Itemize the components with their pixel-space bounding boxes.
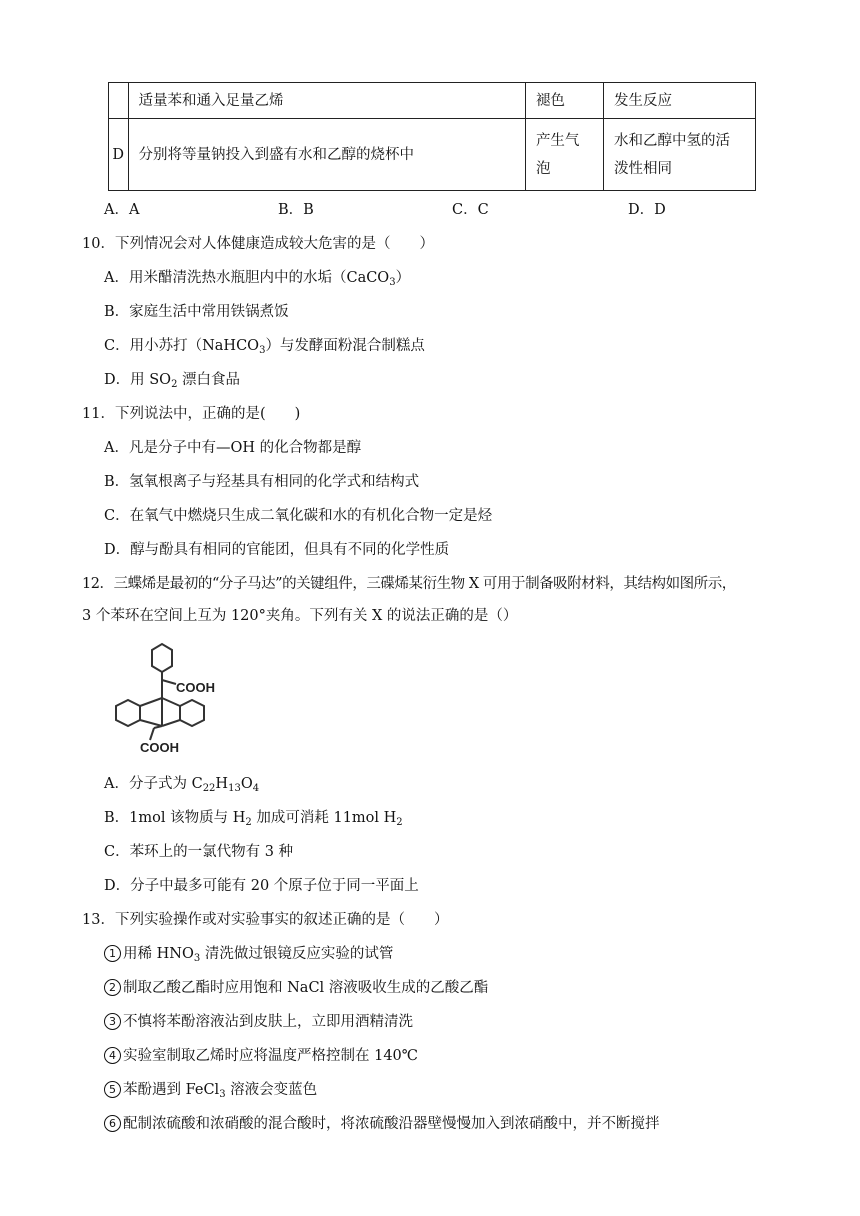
cooh-label-bottom: COOH: [140, 740, 179, 755]
q10-option-d: D．用 $SO_2$ 漂白食品: [104, 372, 241, 390]
q13-item-2: 2 制取乙酸乙酯时应用饱和 NaCl 溶液吸收生成的乙酸乙酯: [104, 978, 488, 998]
q12-option-a: A．分子式为 $C_{22}H_{13}O_4$: [104, 776, 260, 794]
circled-number: 1: [104, 945, 121, 962]
q12-option-b: B．1mol 该物质与 $H_2$ 加成可消耗 11mol $H_2$: [104, 810, 403, 828]
q9-option-a: A．A: [104, 202, 140, 218]
cell-line: 水和乙醇中氢的活: [613, 132, 730, 149]
table-cell: D: [109, 119, 129, 191]
table-cell: 分别将等量钠投入到盛有水和乙醇的烧杯中: [128, 119, 525, 191]
circled-number: 2: [104, 979, 121, 996]
circled-number: 4: [104, 1047, 121, 1064]
q10-option-b: B．家庭生活中常用铁锅煮饭: [104, 304, 289, 320]
q13-item-6: 6 配制浓硫酸和浓硝酸的混合酸时，将浓硫酸沿器壁慢慢加入到浓硝酸中，并不断搅拌: [104, 1114, 660, 1134]
q9-option-c: C．C: [452, 202, 489, 218]
q12-stem-line2: 3 个苯环在空间上互为 120°夹角。下列有关 X 的说法正确的是（）: [82, 608, 518, 624]
left-benzene-ring: [116, 700, 140, 726]
q13-item-1: 1 用稀 $HNO_3$ 清洗做过银镜反应实验的试管: [104, 944, 393, 964]
right-benzene-ring: [180, 700, 204, 726]
q9-option-d: D．D: [628, 202, 666, 218]
table-cell: 适量苯和通入足量乙烯: [128, 83, 525, 119]
q11-option-c: C．在氧气中燃烧只生成二氧化碳和水的有机化合物一定是烃: [104, 508, 493, 524]
cooh-label-top: COOH: [176, 680, 215, 695]
table-cell: 褪色: [525, 83, 603, 119]
q12-stem-line1: 12．三蝶烯是最初的“分子马达”的关键组件，三碟烯某衍生物 X 可用于制备吸附材料，其结构如图所示，: [82, 576, 736, 592]
q13-stem: 13．下列实验操作或对实验事实的叙述正确的是（ ）: [82, 912, 449, 928]
table-cell: 发生反应: [603, 83, 755, 119]
circled-number: 3: [104, 1013, 121, 1030]
circled-number: 6: [104, 1115, 121, 1132]
upper-benzene-ring: [152, 644, 172, 672]
q13-item-4: 4 实验室制取乙烯时应将温度严格控制在 140℃: [104, 1046, 418, 1066]
q12-option-c: C．苯环上的一氯代物有 3 种: [104, 844, 294, 860]
circled-number: 5: [104, 1081, 121, 1098]
cell-line: 产生气: [535, 132, 580, 149]
experiment-table: [108, 82, 756, 191]
q12-option-d: D．分子中最多可能有 20 个原子位于同一平面上: [104, 878, 419, 894]
table-cell: [525, 119, 603, 191]
cell-line: 泡: [535, 160, 551, 177]
q13-item-5: 5 苯酚遇到 FeCl$_3$ 溶液会变蓝色: [104, 1080, 317, 1100]
q10-option-c: C．用小苏打（NaHCO$_3$）与发酵面粉混合制糕点: [104, 338, 425, 356]
q13-item-3: 3 不慎将苯酚溶液沾到皮肤上，立即用酒精清洗: [104, 1012, 413, 1032]
q9-option-b: B．B: [278, 202, 314, 218]
q10-stem: 10．下列情况会对人体健康造成较大危害的是（ ）: [82, 236, 434, 252]
cell-line: 泼性相同: [613, 160, 672, 177]
q11-option-b: B．氢氧根离子与羟基具有相同的化学式和结构式: [104, 474, 420, 490]
table-row: [109, 83, 756, 119]
table-cell: [603, 119, 755, 191]
table-row: [109, 119, 756, 191]
q11-option-a: A．凡是分子中有—OH 的化合物都是醇: [104, 440, 362, 456]
q11-option-d: D．醇与酚具有相同的官能团，但具有不同的化学性质: [104, 542, 450, 558]
triptycene-structure-diagram: [100, 640, 222, 758]
q11-stem: 11．下列说法中，正确的是( ): [82, 406, 301, 422]
q10-option-a: A．用米醋清洗热水瓶胆内中的水垢（CaCO$_3$）: [104, 270, 411, 288]
table-cell: [109, 83, 129, 119]
